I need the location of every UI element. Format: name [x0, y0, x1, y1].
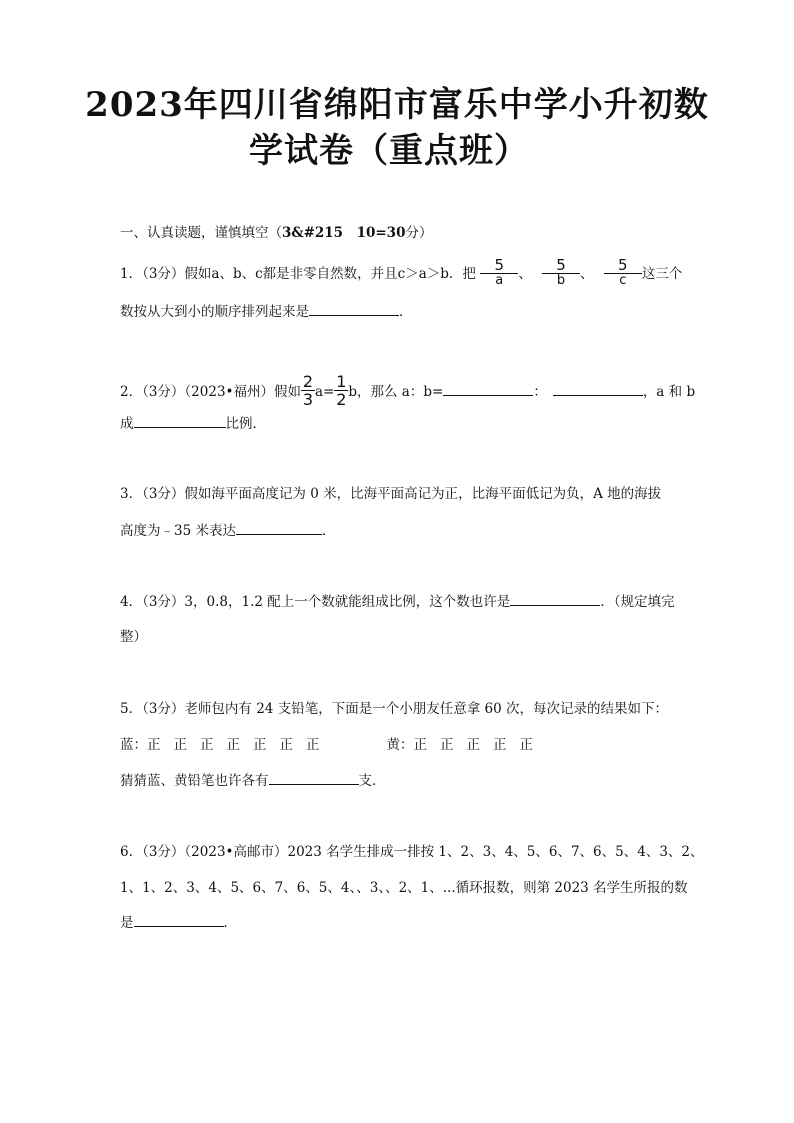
fraction-5-over-b	[542, 257, 580, 288]
q2-text-b: a=	[315, 384, 335, 400]
q2-text-c: b，那么 a：b=	[348, 384, 444, 400]
q3-text-c: ．	[321, 523, 336, 539]
q2-text-a: 2．（3分）（2023•福州）假如	[120, 384, 301, 400]
blue-tally-marks	[147, 737, 333, 753]
q1-text-d: ．	[399, 304, 413, 320]
question-6-line-3	[120, 913, 237, 933]
fraction-numerator: 5	[494, 256, 504, 274]
q5-text-a: 5．（3分）老师包内有 24 支铅笔，下面是一个小朋友任意拿 60 次，每次记录的结果如下：	[120, 701, 668, 717]
fraction-denominator: 3	[302, 390, 314, 409]
q1-text-b: 这三个	[641, 266, 683, 282]
q2-text-f: 成	[120, 416, 134, 432]
section-heading-prefix: 一、认真读题，谨慎填空（	[120, 225, 282, 241]
q5-text-d: 支．	[358, 773, 386, 789]
q2-text-d: ：	[533, 384, 547, 400]
q1-text-a: 1．（3分）假如a、b、c都是非零自然数，并且c＞a＞b．把	[120, 266, 476, 282]
question-6-line-1	[120, 842, 704, 862]
fraction-2-over-3	[301, 373, 315, 408]
yellow-tally	[387, 737, 547, 753]
fraction-numerator: 5	[556, 256, 566, 274]
question-1-line-2	[120, 302, 413, 322]
answer-blank[interactable]	[309, 302, 399, 316]
q3-text-b: 高度为﹣35 米表达	[120, 523, 236, 539]
answer-blank[interactable]	[134, 913, 224, 927]
question-3-line-1	[120, 484, 661, 504]
yellow-tally-label: 黄：	[386, 737, 414, 753]
section-heading-score: 3&#215 10=30	[282, 225, 406, 241]
page-title-line-2: 学试卷（重点班）	[249, 131, 529, 171]
fraction-numerator: 1	[336, 372, 347, 391]
fraction-1-over-2	[334, 373, 348, 408]
question-5-line-1	[120, 699, 668, 719]
tally-mark: 正	[279, 737, 293, 753]
question-1-line-1	[120, 256, 683, 290]
answer-blank[interactable]	[443, 382, 533, 396]
q1-text-c: 数按从大到小的顺序排列起来是	[120, 304, 309, 320]
tally-mark: 正	[226, 737, 240, 753]
fraction-denominator: c	[604, 273, 642, 288]
fraction-5-over-a	[480, 257, 518, 288]
q4-text-c: 整）	[120, 629, 147, 645]
question-4-line-1	[120, 592, 675, 612]
tally-mark: 正	[493, 737, 507, 753]
q2-text-e: ，a 和 b	[642, 384, 696, 400]
q5-text-c: 猜猜蓝、黄铅笔也许各有	[120, 773, 269, 789]
page-title-line-1: 2023年四川省绵阳市富乐中学小升初数	[85, 85, 709, 125]
section-heading	[120, 223, 432, 243]
q1-sep-2: 、	[580, 266, 594, 282]
question-6-line-2	[120, 878, 688, 898]
answer-blank[interactable]	[269, 771, 359, 785]
answer-blank[interactable]	[134, 414, 226, 428]
answer-blank[interactable]	[510, 592, 600, 606]
tally-mark: 正	[440, 737, 454, 753]
question-4-line-2	[120, 627, 147, 647]
q2-text-g: 比例．	[225, 416, 266, 432]
fraction-denominator: b	[542, 273, 580, 288]
fraction-denominator: 2	[336, 390, 347, 409]
q6-text-a: 6．（3分）（2023•高邮市）2023 名学生排成一排按 1、2、3、4、5、6、7、6、5、4、3、2、	[120, 844, 704, 860]
fraction-5-over-c	[604, 257, 642, 288]
blue-tally-label: 蓝：	[120, 737, 147, 753]
question-5-tally-row	[120, 735, 546, 755]
tally-mark: 正	[147, 737, 161, 753]
tally-mark: 正	[306, 737, 320, 753]
q1-sep-1: 、	[518, 266, 532, 282]
tally-mark: 正	[173, 737, 187, 753]
tally-mark: 正	[519, 737, 533, 753]
tally-mark: 正	[253, 737, 267, 753]
fraction-numerator: 5	[618, 256, 628, 274]
answer-blank[interactable]	[236, 521, 322, 535]
q3-text-a: 3．（3分）假如海平面高度记为 0 米，比海平面高记为正，比海平面低记为负，A 地的海拔	[120, 486, 662, 502]
question-5-line-3	[120, 771, 386, 791]
tally-mark: 正	[413, 737, 427, 753]
tally-mark: 正	[466, 737, 480, 753]
question-2-line-1	[120, 372, 696, 410]
answer-blank[interactable]	[553, 382, 643, 396]
q4-text-b: ．（规定填完	[600, 594, 675, 610]
q6-text-d: ．	[223, 915, 237, 931]
question-3-line-2	[120, 521, 335, 541]
question-2-line-2	[120, 414, 266, 434]
q6-text-c: 是	[120, 915, 134, 931]
fraction-denominator: a	[480, 273, 518, 288]
tally-mark: 正	[200, 737, 214, 753]
q4-text-a: 4．（3分）3，0.8，1.2 配上一个数就能组成比例，这个数也许是	[120, 594, 511, 610]
section-heading-suffix: 分）	[405, 225, 433, 241]
fraction-numerator: 2	[302, 372, 314, 391]
q6-text-b: 1、1、2、3、4、5、6、7、6、5、4、、3、、2、1、...循环报数，则第 2023 名学生所报的数	[120, 880, 688, 896]
